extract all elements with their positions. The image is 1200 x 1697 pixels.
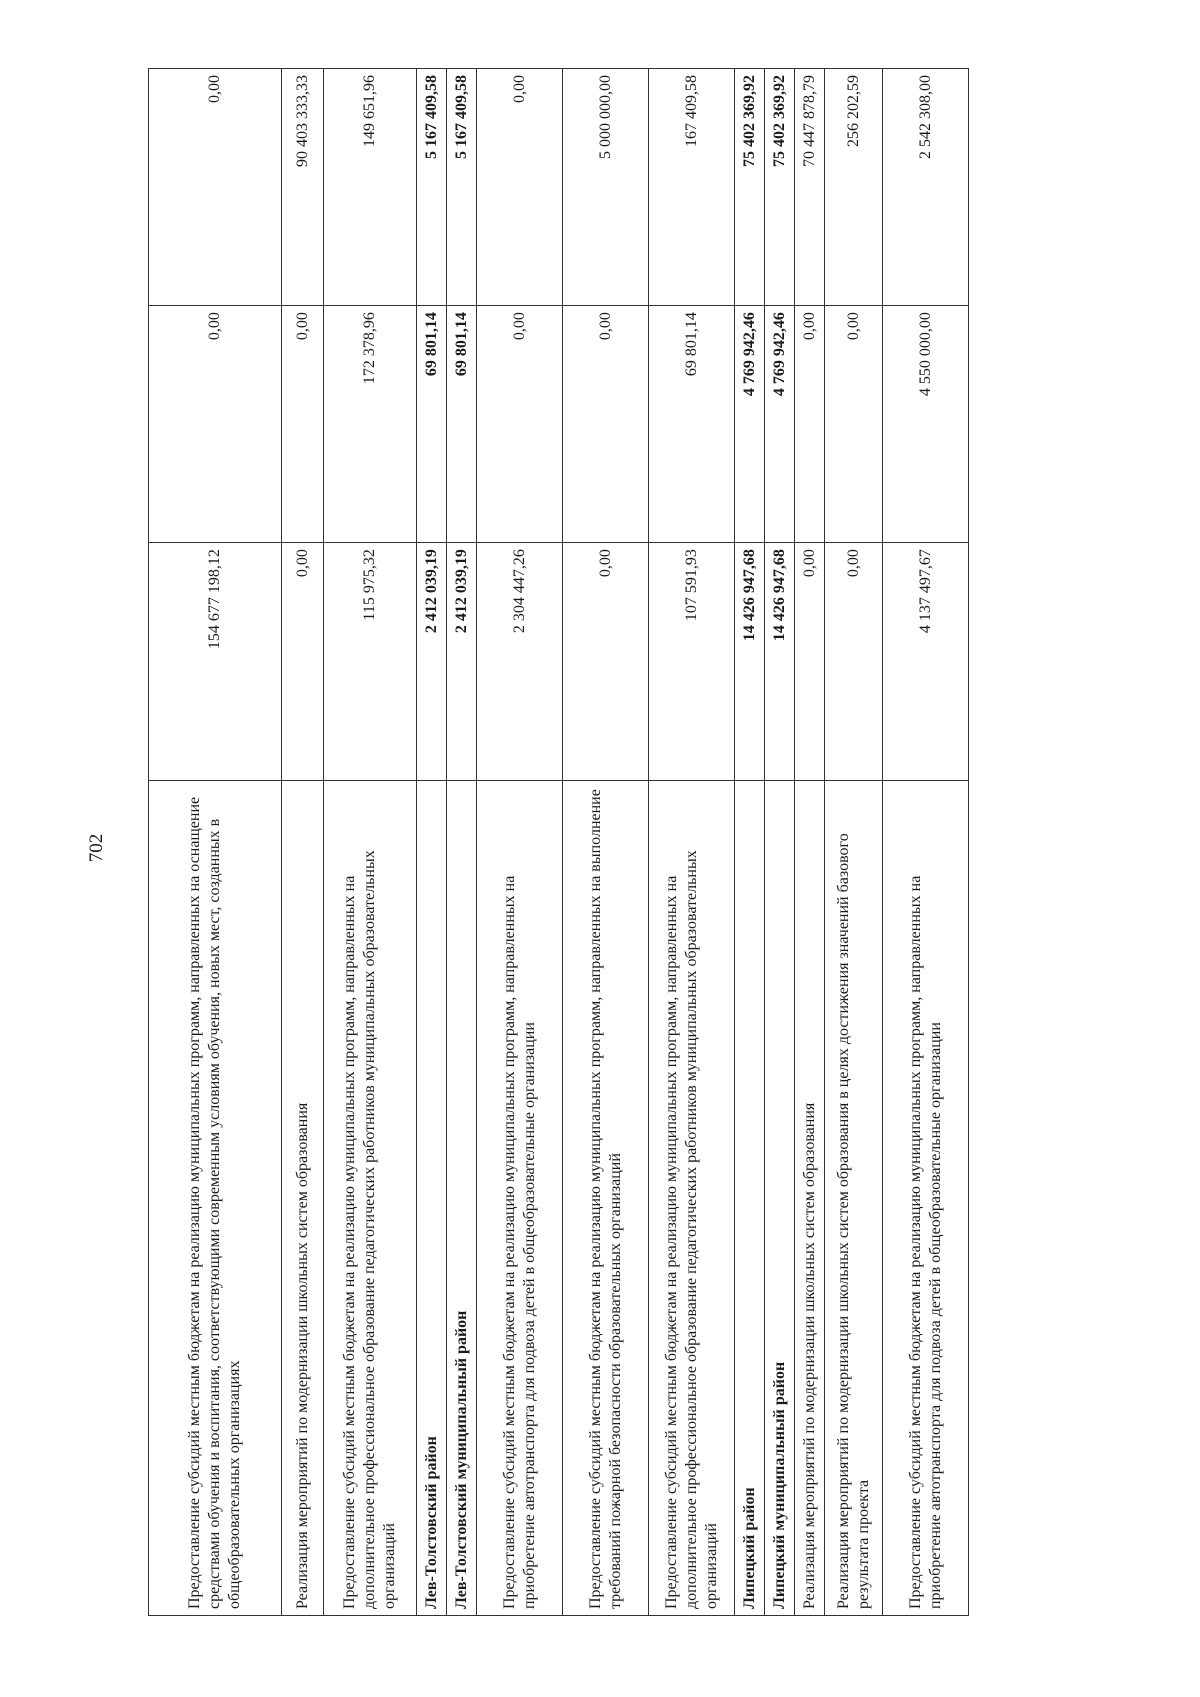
table-row: [795, 69, 825, 1616]
table-row: [417, 69, 447, 1616]
page-number: 702: [86, 833, 107, 863]
row-description: Липецкий муниципальный район: [765, 781, 795, 1616]
row-value-1: 0,00: [282, 543, 324, 781]
row-value-1: 107 591,93: [649, 543, 735, 781]
row-value-2: 69 801,14: [417, 306, 447, 543]
row-description: Реализация мероприятий по модернизации школьных систем образования: [282, 781, 324, 1616]
row-description: Лев-Толстовский район: [417, 781, 447, 1616]
row-description: Предоставление субсидий местным бюджетам на реализацию муниципальных программ, направленных на дополнительное профессиональное образование педагогических работников муниципальных образовательных организаций: [649, 781, 735, 1616]
row-value-1: 0,00: [563, 543, 649, 781]
row-description: Реализация мероприятий по модернизации школьных систем образования: [795, 781, 825, 1616]
table-row: [324, 69, 417, 1616]
row-value-3: 75 402 369,92: [765, 69, 795, 306]
row-value-2: 172 378,96: [324, 306, 417, 543]
row-value-3: 149 651,96: [324, 69, 417, 306]
row-description: Предоставление субсидий местным бюджетам на реализацию муниципальных программ, направленных на оснащение средствами обучения и воспитания, соответствующими современным условиям обучения, новых мест, созданных в общеобразовательных организациях: [149, 781, 282, 1616]
row-description: Липецкий район: [735, 781, 765, 1616]
row-value-3: 2 542 308,00: [883, 69, 969, 306]
row-value-1: 0,00: [795, 543, 825, 781]
row-value-2: 0,00: [563, 306, 649, 543]
row-description: Лев-Толстовский муниципальный район: [447, 781, 477, 1616]
row-value-3: 70 447 878,79: [795, 69, 825, 306]
row-value-1: 14 426 947,68: [765, 543, 795, 781]
row-value-1: 115 975,32: [324, 543, 417, 781]
row-value-1: 14 426 947,68: [735, 543, 765, 781]
row-value-3: 5 000 000,00: [563, 69, 649, 306]
table-row: [649, 69, 735, 1616]
row-description: Предоставление субсидий местным бюджетам на реализацию муниципальных программ, направленных на выполнение требований пожарной безопасности образовательных организаций: [563, 781, 649, 1616]
row-value-2: 0,00: [149, 306, 282, 543]
row-value-2: 0,00: [282, 306, 324, 543]
row-value-2: 4 769 942,46: [765, 306, 795, 543]
row-description: Предоставление субсидий местным бюджетам на реализацию муниципальных программ, направленных на дополнительное профессиональное образование педагогических работников муниципальных образовательных организаций: [324, 781, 417, 1616]
row-value-2: 0,00: [795, 306, 825, 543]
row-value-1: 2 412 039,19: [417, 543, 447, 781]
table-row: [825, 69, 883, 1616]
row-description: Реализация мероприятий по модернизации школьных систем образования в целях достижения значений базового результата проекта: [825, 781, 883, 1616]
row-value-2: 4 769 942,46: [735, 306, 765, 543]
row-value-1: 0,00: [825, 543, 883, 781]
table-row: [282, 69, 324, 1616]
budget-table-container: [148, 68, 1156, 1616]
row-value-1: 4 137 497,67: [883, 543, 969, 781]
row-value-2: 0,00: [477, 306, 563, 543]
table-row: [883, 69, 969, 1616]
table-row: [735, 69, 765, 1616]
table-row: [477, 69, 563, 1616]
row-value-3: 90 403 333,33: [282, 69, 324, 306]
table-row: [149, 69, 282, 1616]
row-value-3: 5 167 409,58: [417, 69, 447, 306]
budget-table: [148, 68, 969, 1616]
row-description: Предоставление субсидий местным бюджетам на реализацию муниципальных программ, направленных на приобретение автотранспорта для подвоза детей в общеобразовательные организации: [883, 781, 969, 1616]
row-value-1: 154 677 198,12: [149, 543, 282, 781]
row-description: Предоставление субсидий местным бюджетам на реализацию муниципальных программ, направленных на приобретение автотранспорта для подвоза детей в общеобразовательные организации: [477, 781, 563, 1616]
row-value-3: 256 202,59: [825, 69, 883, 306]
table-row: [563, 69, 649, 1616]
row-value-2: 69 801,14: [649, 306, 735, 543]
row-value-1: 2 304 447,26: [477, 543, 563, 781]
row-value-3: 167 409,58: [649, 69, 735, 306]
row-value-3: 0,00: [149, 69, 282, 306]
table-row: [447, 69, 477, 1616]
table-row: [765, 69, 795, 1616]
row-value-2: 0,00: [825, 306, 883, 543]
row-value-3: 75 402 369,92: [735, 69, 765, 306]
row-value-2: 4 550 000,00: [883, 306, 969, 543]
row-value-2: 69 801,14: [447, 306, 477, 543]
row-value-3: 0,00: [477, 69, 563, 306]
row-value-1: 2 412 039,19: [447, 543, 477, 781]
row-value-3: 5 167 409,58: [447, 69, 477, 306]
